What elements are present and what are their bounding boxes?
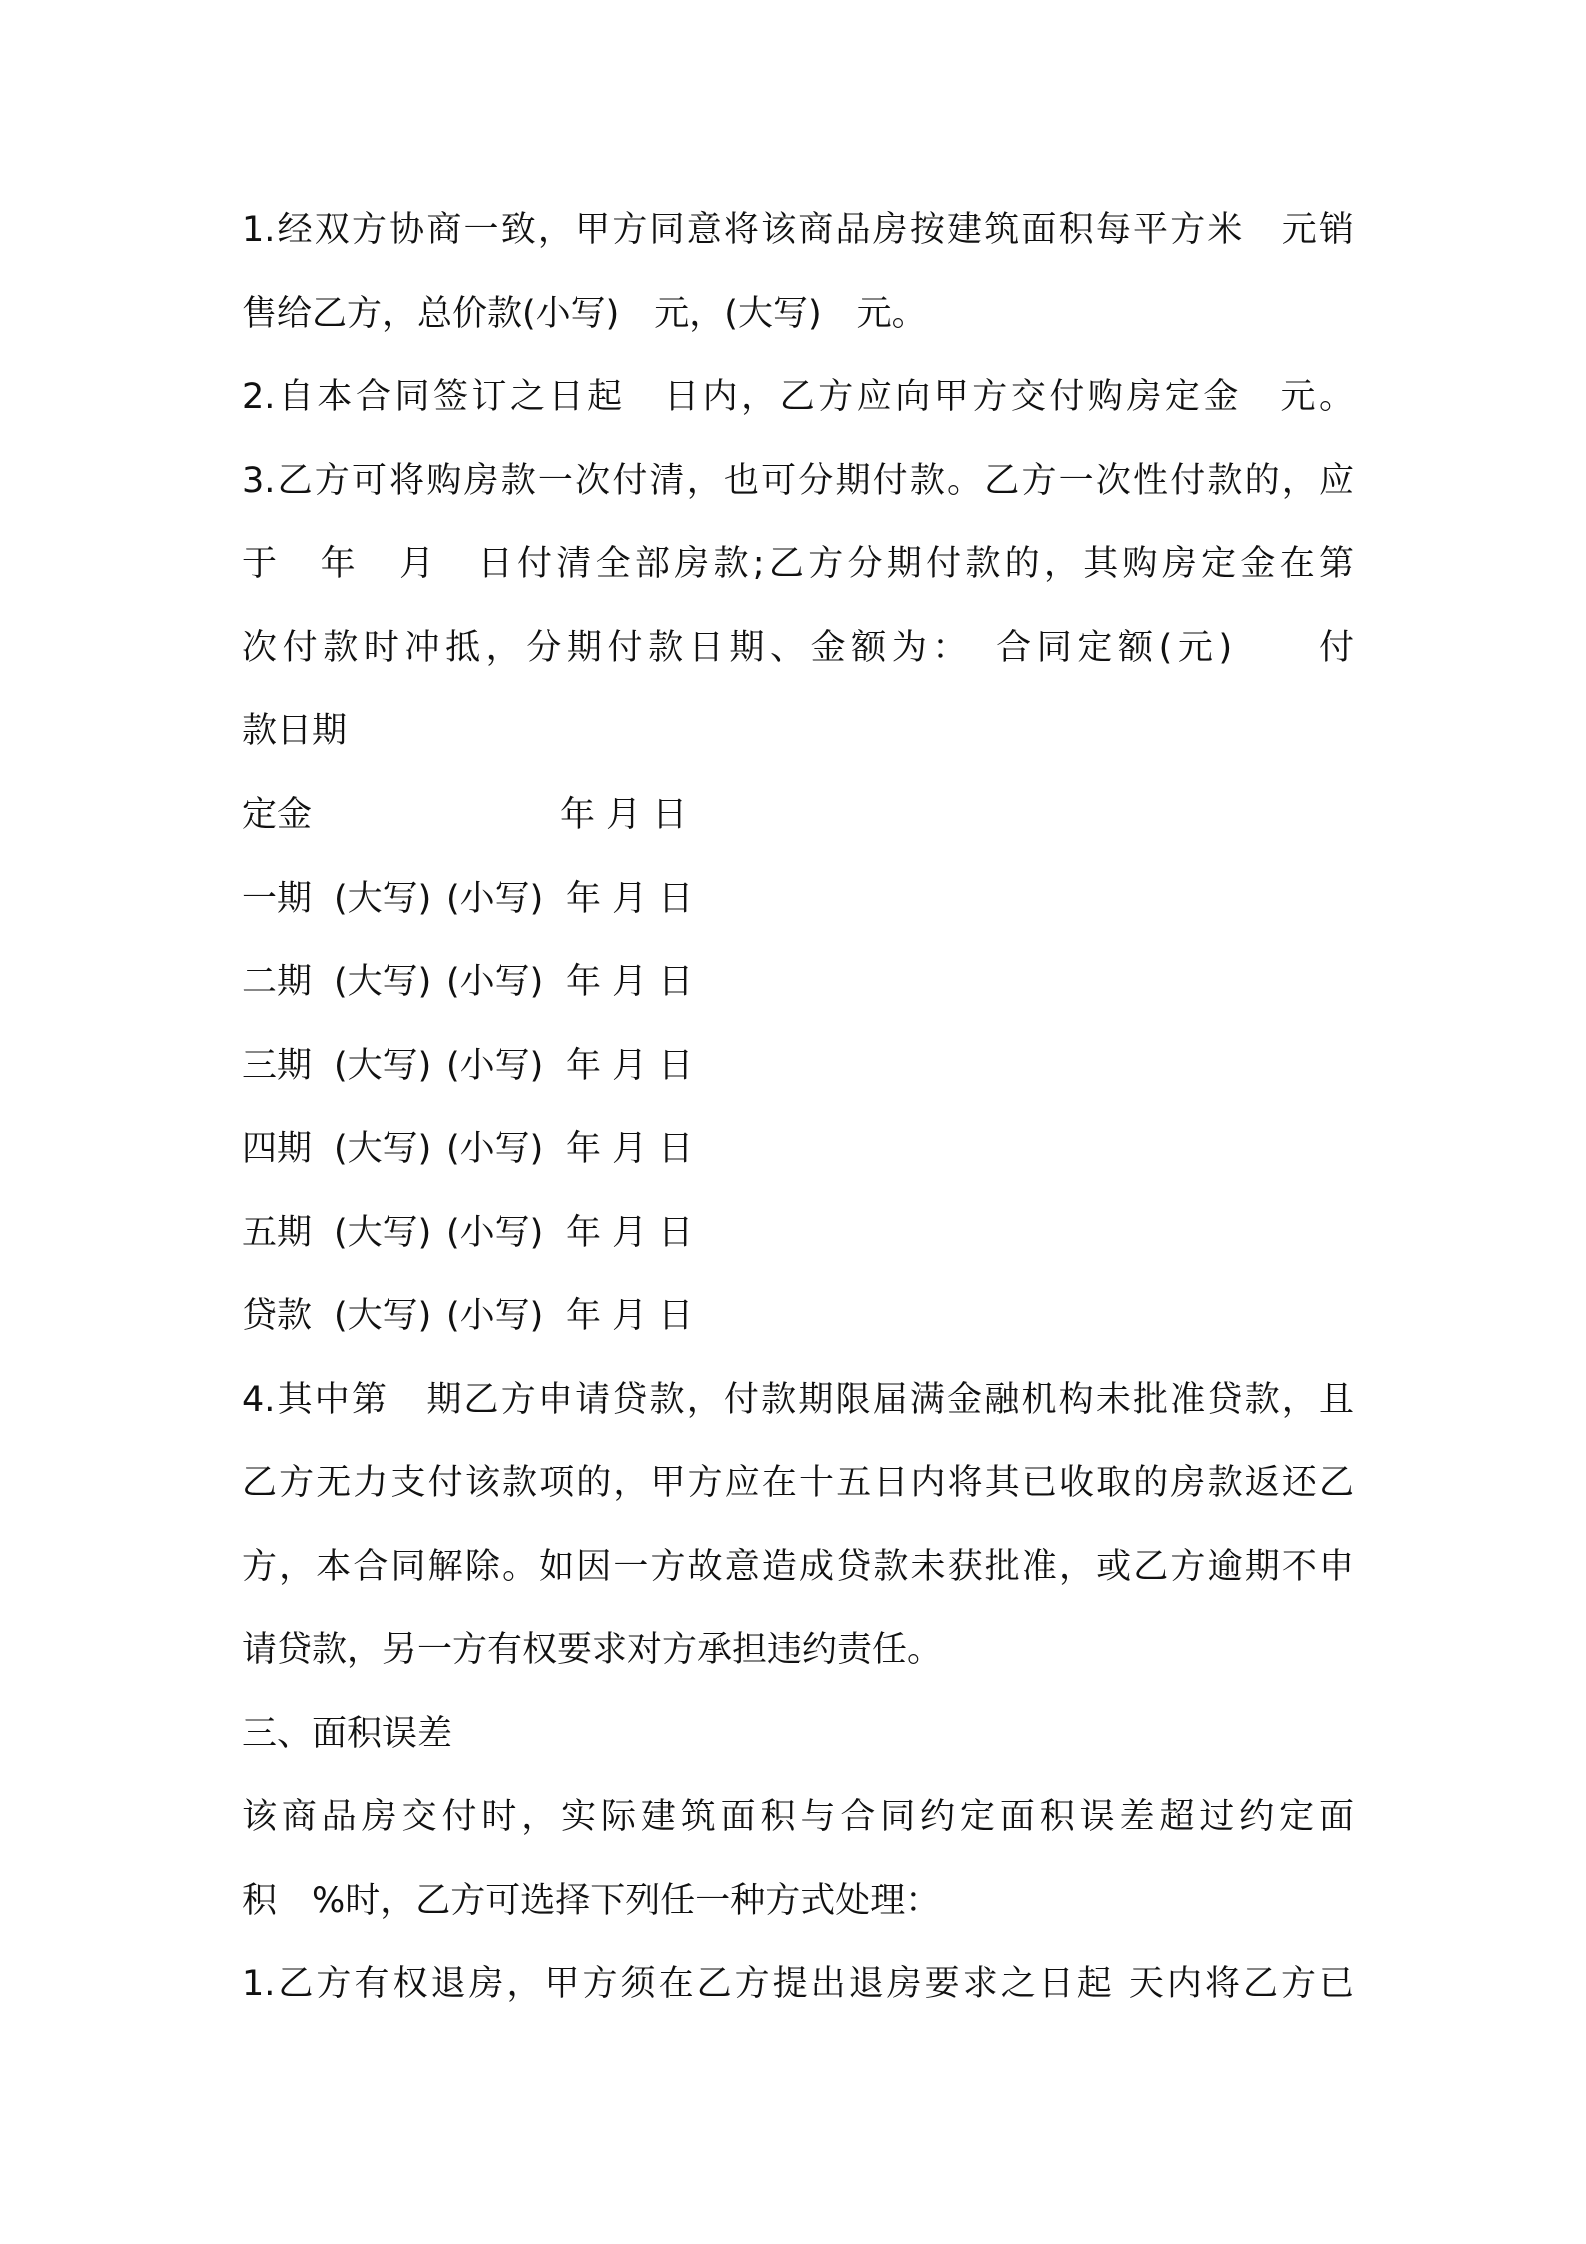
clause-4-line-3: 方，本合同解除。如因一方故意造成贷款未获批准，或乙方逾期不申 bbox=[242, 1547, 1354, 1587]
clause-3-line-1: 3.乙方可将购房款一次付清，也可分期付款。乙方一次性付款的，应 bbox=[242, 461, 1354, 501]
schedule-label: 四期 bbox=[242, 1129, 313, 1169]
schedule-row bbox=[242, 1203, 1354, 1263]
schedule-row bbox=[242, 1119, 1354, 1179]
schedule-label: 五期 bbox=[242, 1213, 313, 1253]
area-line-1: 该商品房交付时，实际建筑面积与合同约定面积误差超过约定面 bbox=[242, 1797, 1354, 1837]
schedule-lower: (小写) bbox=[446, 1213, 544, 1253]
schedule-date: 年 月 日 bbox=[566, 1046, 694, 1086]
schedule-upper: (大写) bbox=[334, 1213, 432, 1253]
schedule-label: 三期 bbox=[242, 1046, 313, 1086]
clause-2-line: 2.自本合同签订之日起 日内，乙方应向甲方交付购房定金 元。 bbox=[242, 377, 1354, 417]
clause-1-line-2: 售给乙方，总价款(小写) 元，(大写) 元。 bbox=[242, 294, 927, 334]
schedule-row bbox=[242, 1286, 1354, 1346]
clause-4-line-1: 4.其中第 期乙方申请贷款，付款期限届满金融机构未批准贷款，且 bbox=[242, 1380, 1354, 1420]
schedule-upper: (大写) bbox=[334, 1129, 432, 1169]
schedule-label: 贷款 bbox=[242, 1296, 313, 1336]
schedule-upper: (大写) bbox=[334, 879, 432, 919]
schedule-row bbox=[242, 869, 1354, 929]
schedule-label: 定金 bbox=[242, 795, 313, 835]
schedule-date: 年 月 日 bbox=[566, 1129, 694, 1169]
schedule-date: 年 月 日 bbox=[566, 962, 694, 1002]
clause-4-line-2: 乙方无力支付该款项的，甲方应在十五日内将其已收取的房款返还乙 bbox=[242, 1463, 1354, 1503]
schedule-row bbox=[242, 952, 1354, 1012]
schedule-upper: (大写) bbox=[334, 962, 432, 1002]
schedule-upper: (大写) bbox=[334, 1296, 432, 1336]
clause-3-line-4: 款日期 bbox=[242, 711, 348, 751]
area-line-2: 积 %时，乙方可选择下列任一种方式处理： bbox=[242, 1881, 941, 1921]
schedule-lower: (小写) bbox=[446, 1296, 544, 1336]
schedule-date: 年 月 日 bbox=[566, 1213, 694, 1253]
clause-3-line-3: 次付款时冲抵，分期付款日期、金额为： 合同定额(元) 付 bbox=[242, 628, 1354, 668]
schedule-row-deposit bbox=[242, 785, 1354, 845]
clause-4-line-4: 请贷款，另一方有权要求对方承担违约责任。 bbox=[242, 1630, 943, 1670]
section-title: 三、面积误差 bbox=[242, 1714, 453, 1754]
clause-3-line-2: 于 年 月 日付清全部房款;乙方分期付款的，其购房定金在第 bbox=[242, 544, 1354, 584]
clause-1-line-1: 1.经双方协商一致，甲方同意将该商品房按建筑面积每平方米 元销 bbox=[242, 210, 1354, 250]
schedule-label: 二期 bbox=[242, 962, 313, 1002]
area-line-3: 1.乙方有权退房，甲方须在乙方提出退房要求之日起 天内将乙方已 bbox=[242, 1964, 1354, 2004]
schedule-row bbox=[242, 1036, 1354, 1096]
schedule-lower: (小写) bbox=[446, 1046, 544, 1086]
schedule-lower: (小写) bbox=[446, 962, 544, 1002]
schedule-date: 年 月 日 bbox=[560, 795, 688, 835]
schedule-lower: (小写) bbox=[446, 879, 544, 919]
schedule-date: 年 月 日 bbox=[566, 1296, 694, 1336]
schedule-date: 年 月 日 bbox=[566, 879, 694, 919]
schedule-upper: (大写) bbox=[334, 1046, 432, 1086]
schedule-lower: (小写) bbox=[446, 1129, 544, 1169]
schedule-label: 一期 bbox=[242, 879, 313, 919]
